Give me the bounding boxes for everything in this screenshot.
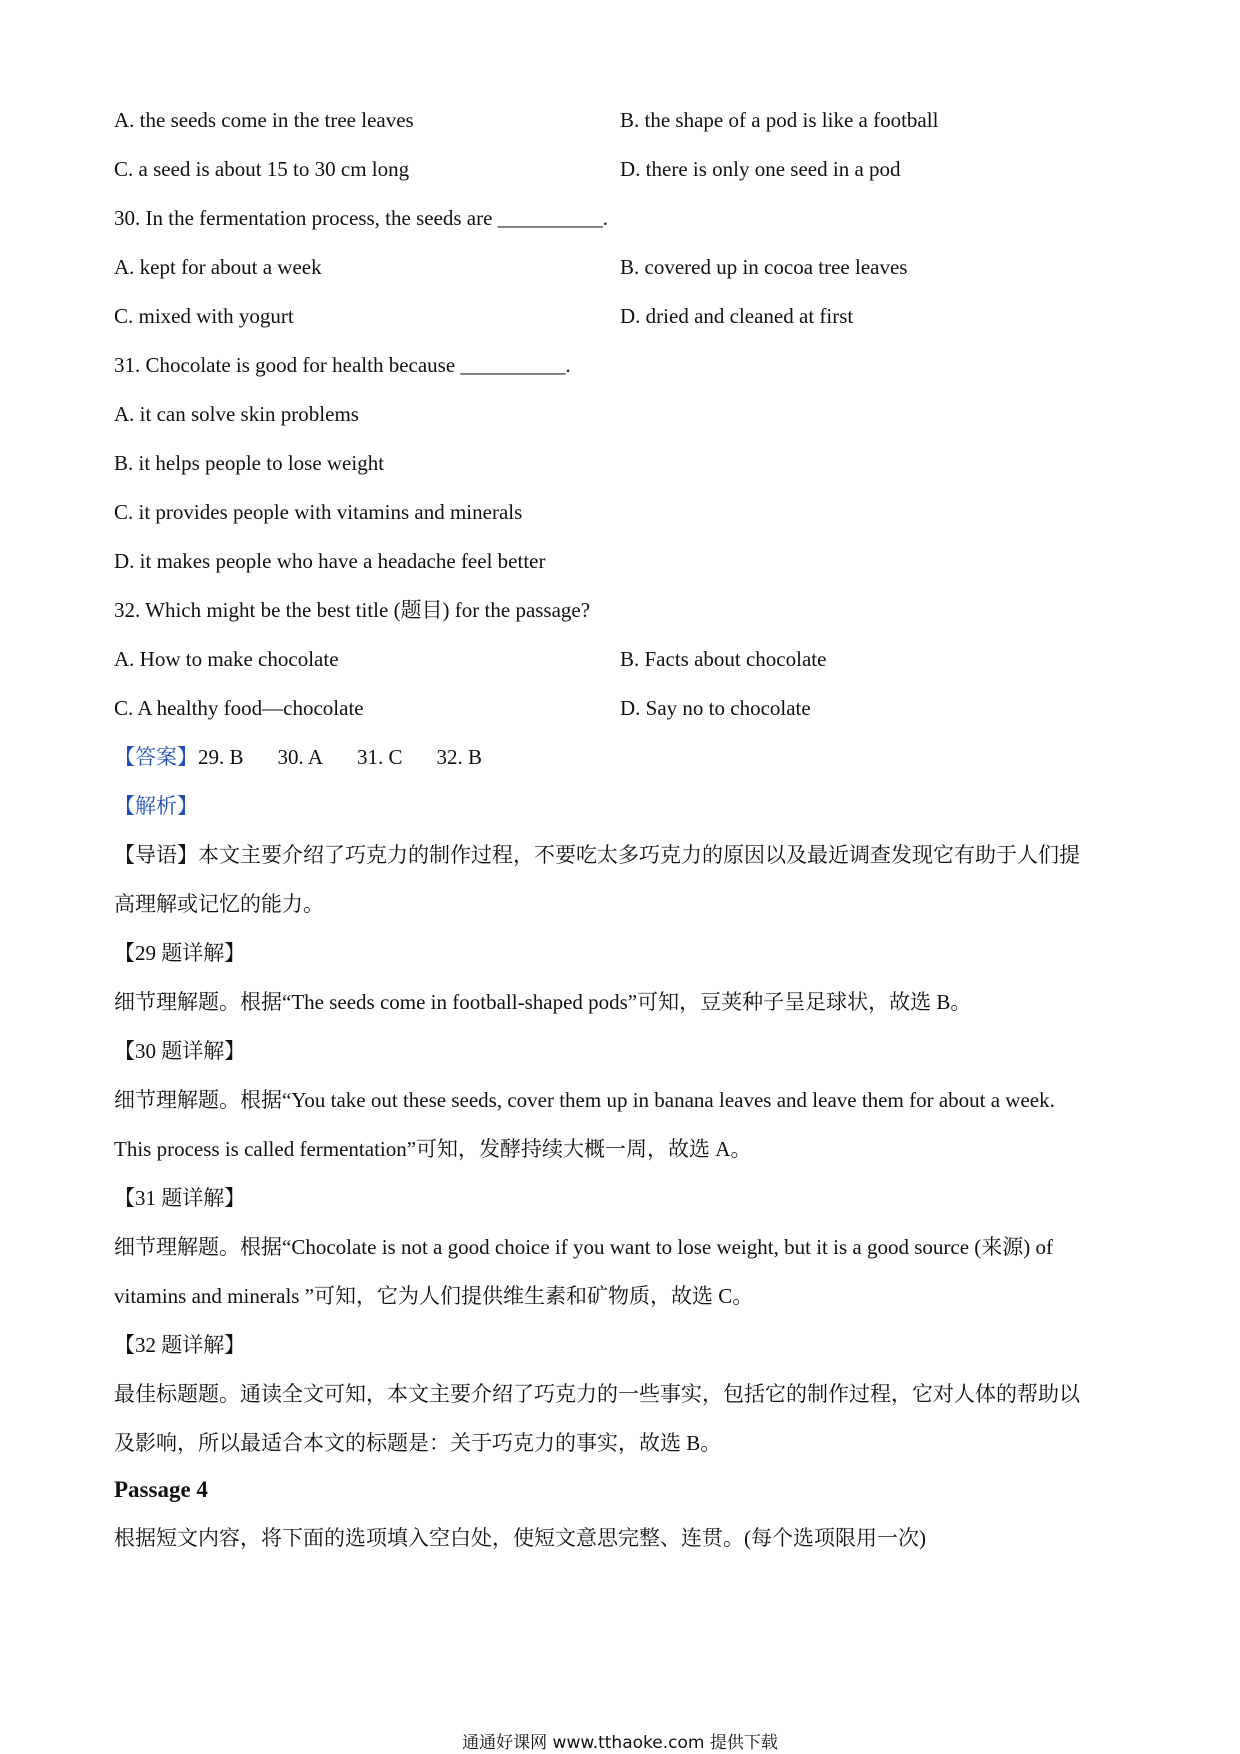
q30-option-b: B. covered up in cocoa tree leaves <box>620 255 908 279</box>
q31-option-a: A. it can solve skin problems <box>114 402 359 426</box>
q30-option-a: A. kept for about a week <box>114 255 322 279</box>
intro-line-2: 高理解或记忆的能力。 <box>114 892 324 916</box>
q29-option-a: A. the seeds come in the tree leaves <box>114 108 414 132</box>
detail-29-title: 【29 题详解】 <box>114 941 246 965</box>
q31-option-d: D. it makes people who have a headache feel better <box>114 549 546 573</box>
answer-30: 30. A <box>277 745 324 769</box>
detail-31-title: 【31 题详解】 <box>114 1186 246 1210</box>
detail-29-text: 细节理解题。根据“The seeds come in football-shaped pods”可知，豆荚种子呈足球状，故选 B。 <box>114 990 972 1014</box>
answer-line <box>114 743 516 771</box>
answer-31: 31. C <box>357 745 403 769</box>
detail-30-text-2: This process is called fermentation”可知，发酵持续大概一周，故选 A。 <box>114 1137 752 1161</box>
analysis-label: 【解析】 <box>114 794 198 818</box>
q30-stem: 30. In the fermentation process, the seeds are __________. <box>114 206 608 230</box>
q30-option-c: C. mixed with yogurt <box>114 304 294 328</box>
detail-30-title: 【30 题详解】 <box>114 1039 246 1063</box>
q32-option-c: C. A healthy food—chocolate <box>114 696 364 720</box>
answer-label: 【答案】 <box>114 745 198 769</box>
q32-option-d: D. Say no to chocolate <box>620 696 811 720</box>
q29-option-b: B. the shape of a pod is like a football <box>620 108 939 132</box>
q31-option-b: B. it helps people to lose weight <box>114 451 385 475</box>
detail-30-text-1: 细节理解题。根据“You take out these seeds, cover them up in banana leaves and leave them for about a week. <box>114 1088 1055 1112</box>
footer-source: 通通好课网 www.tthaoke.com 提供下载 <box>462 1733 778 1753</box>
answer-29: 29. B <box>198 745 244 769</box>
intro-line-1: 【导语】本文主要介绍了巧克力的制作过程，不要吃太多巧克力的原因以及最近调查发现它有助于人们提 <box>114 843 1080 867</box>
answer-32: 32. B <box>436 745 483 769</box>
q29-option-c: C. a seed is about 15 to 30 cm long <box>114 157 410 181</box>
q30-option-d: D. dried and cleaned at first <box>620 304 854 328</box>
passage-4-instruction: 根据短文内容，将下面的选项填入空白处，使短文意思完整、连贯。(每个选项限用一次) <box>114 1526 926 1550</box>
detail-31-text-1: 细节理解题。根据“Chocolate is not a good choice if you want to lose weight, but it is a good source (来源) of <box>114 1235 1054 1259</box>
detail-32-text-1: 最佳标题题。通读全文可知，本文主要介绍了巧克力的一些事实，包括它的制作过程，它对人体的帮助以 <box>114 1382 1080 1406</box>
q31-option-c: C. it provides people with vitamins and minerals <box>114 500 523 524</box>
q29-option-d: D. there is only one seed in a pod <box>620 157 901 181</box>
q32-option-b: B. Facts about chocolate <box>620 647 827 671</box>
q31-stem: 31. Chocolate is good for health because __________. <box>114 353 571 377</box>
passage-4-heading: Passage 4 <box>114 1477 208 1502</box>
q32-stem: 32. Which might be the best title (题目) for the passage? <box>114 598 591 622</box>
detail-32-title: 【32 题详解】 <box>114 1333 246 1357</box>
q32-option-a: A. How to make chocolate <box>114 647 339 671</box>
detail-31-text-2: vitamins and minerals ”可知，它为人们提供维生素和矿物质，故选 C。 <box>114 1284 754 1308</box>
detail-32-text-2: 及影响，所以最适合本文的标题是：关于巧克力的事实，故选 B。 <box>114 1431 722 1455</box>
